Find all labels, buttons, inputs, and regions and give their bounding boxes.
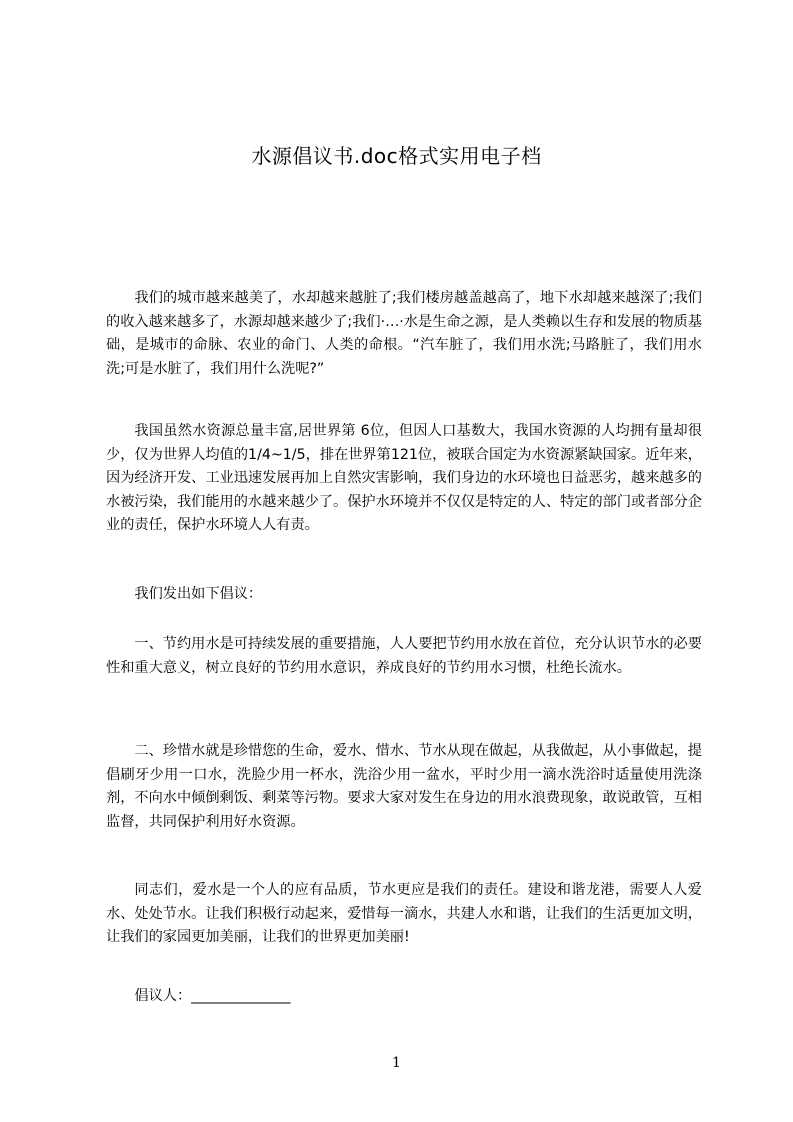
paragraph-proposal-1: 一、节约用水是可持续发展的重要措施，人人要把节约用水放在首位，充分认识节水的必要性和重大意义，树立良好的节约用水意识，养成良好的节约用水习惯，杜绝长流水。 — [106, 636, 702, 676]
paragraph-proposal-2: 二、珍惜水就是珍惜您的生命，爱水、惜水、节水从现在做起，从我做起，从小事做起，提倡刷牙少用一口水，洗脸少用一杯水，洗浴少用一盆水，平时少用一滴水洗浴时适量使用洗涤剂，不向水中倾倒剩饭、剩菜等污物。要求大家对发生在身边的用水浪费现象，敢说敢管，互相监督，共同保护利用好水资源。 — [106, 743, 702, 830]
document-title: 水源倡议书.doc格式实用电子档 — [251, 144, 542, 168]
signature-blank: ______________ — [191, 988, 291, 1004]
paragraph-closing: 同志们，爱水是一个人的应有品质，节水更应是我们的责任。建设和谐龙港，需要人人爱水、处处节水。让我们积极行动起来，爱惜每一滴水，共建人水和谐，让我们的生活更加文明，让我们的家园更加美丽，让我们的世界更加美丽! — [106, 882, 702, 945]
page-number: 1 — [392, 1055, 401, 1071]
paragraph-proposal-lead: 我们发出如下倡议： — [134, 586, 263, 602]
paragraph-intro: 我们的城市越来越美了，水却越来越脏了;我们楼房越盖越高了，地下水却越来越深了;我们的收入越来越多了，水源却越来越少了;我们·…·水是生命之源，是人类赖以生存和发展的物质基础，是城市的命脉、农业的命门、人类的命根。“汽车脏了，我们用水洗;马路脏了，我们用水洗;可是水脏了，我们用什么洗呢?” — [106, 290, 702, 377]
paragraph-water-resources: 我国虽然水资源总量丰富,居世界第 6位，但因人口基数大，我国水资源的人均拥有量却很少，仅为世界人均值的1/4~1/5，排在世界第121位，被联合国定为水资源紧缺国家。近年来，因为经济开发、工业迅速发展再加上自然灾害影响，我们身边的水环境也日益恶劣，越来越多的水被污染，我们能用的水越来越少了。保护水环境并不仅仅是特定的人、特定的部门或者部分企业的责任，保护水环境人人有责。 — [106, 423, 702, 533]
signature-label: 倡议人： — [134, 988, 192, 1004]
signature-line — [106, 985, 506, 1009]
